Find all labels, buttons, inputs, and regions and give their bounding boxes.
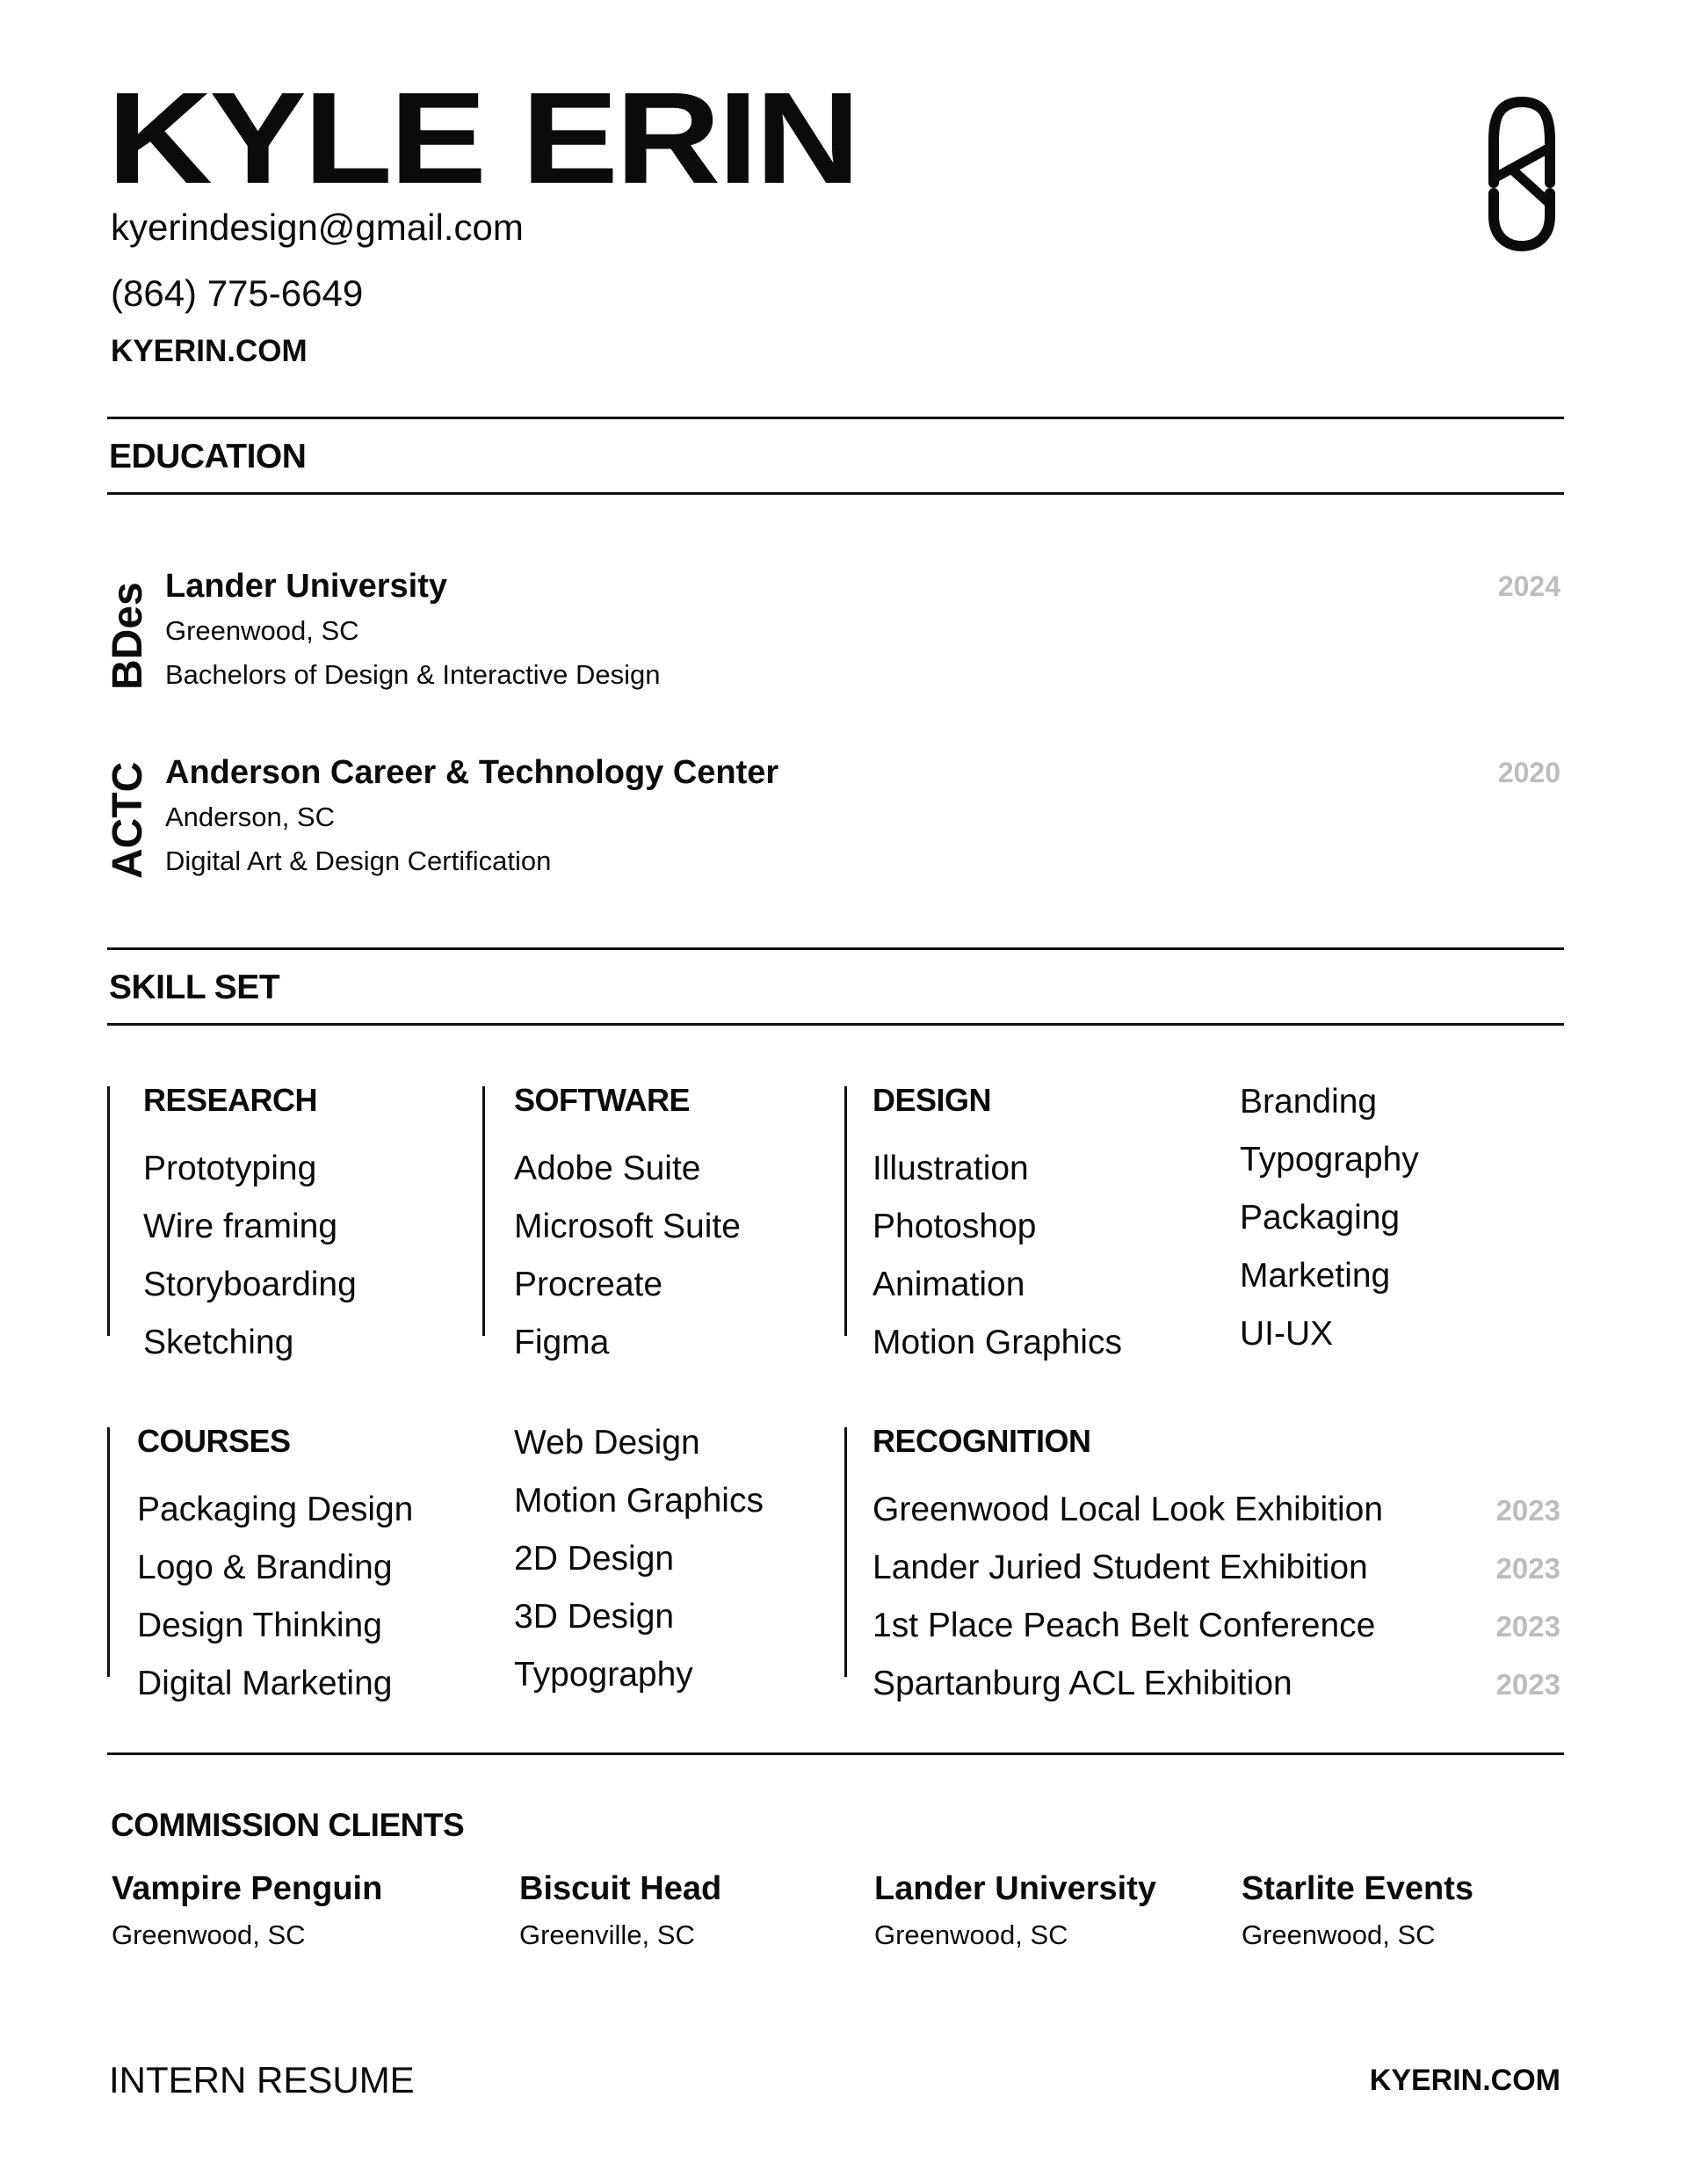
research-heading: RESEARCH [143, 1082, 318, 1118]
client-location: Greenville, SC [519, 1919, 695, 1950]
clients-heading: COMMISSION CLIENTS [111, 1807, 465, 1843]
client-name: Starlite Events [1242, 1870, 1473, 1907]
skill-item: Figma [514, 1324, 610, 1361]
course-item: Web Design [514, 1424, 700, 1462]
school-location: Greenwood, SC [165, 615, 359, 646]
skill-item: Wire framing [143, 1208, 338, 1245]
recognition-year: 2023 [1495, 1668, 1560, 1701]
skill-item: Prototyping [143, 1150, 317, 1187]
skill-item: Marketing [1240, 1257, 1391, 1295]
recognition-year: 2023 [1495, 1552, 1560, 1585]
skill-item: Packaging [1240, 1199, 1401, 1237]
school-program: Bachelors of Design & Interactive Design [165, 659, 661, 690]
software-heading: SOFTWARE [514, 1082, 690, 1118]
school-name: Lander University [165, 568, 447, 605]
skill-item: Illustration [872, 1150, 1029, 1187]
column-bar [844, 1427, 847, 1677]
education-heading: EDUCATION [109, 438, 307, 475]
skill-item: Sketching [143, 1324, 294, 1361]
skill-item: Motion Graphics [872, 1324, 1122, 1361]
divider [107, 417, 1564, 419]
recognition-item: Spartanburg ACL Exhibition [872, 1665, 1292, 1702]
course-item: Typography [514, 1656, 693, 1694]
skill-item: Branding [1240, 1083, 1378, 1121]
course-item: Design Thinking [137, 1607, 382, 1644]
course-item: Motion Graphics [514, 1482, 764, 1520]
divider [107, 492, 1564, 495]
client-name: Biscuit Head [519, 1870, 722, 1907]
skills-heading: SKILL SET [109, 969, 280, 1006]
client-name: Lander University [874, 1870, 1156, 1907]
skill-item: UI-UX [1240, 1315, 1334, 1353]
skill-item: Adobe Suite [514, 1150, 701, 1187]
skill-item: Procreate [514, 1266, 663, 1303]
degree-abbr: BDes [105, 582, 151, 690]
footer-website: KYERIN.COM [1369, 2064, 1560, 2097]
recognition-item: Lander Juried Student Exhibition [872, 1549, 1368, 1586]
design-heading: DESIGN [872, 1082, 992, 1118]
client-location: Greenwood, SC [112, 1919, 306, 1950]
divider [107, 1752, 1564, 1755]
skill-item: Photoshop [872, 1208, 1037, 1245]
course-item: 3D Design [514, 1598, 675, 1636]
email-text: kyerindesign@gmail.com [111, 207, 524, 248]
course-item: 2D Design [514, 1540, 675, 1578]
client-name: Vampire Penguin [112, 1870, 383, 1907]
school-name: Anderson Career & Technology Center [165, 754, 779, 791]
ky-monogram-icon [1485, 97, 1559, 251]
skill-item: Storyboarding [143, 1266, 357, 1303]
column-bar [107, 1086, 110, 1336]
resume-name: KYLE ERIN [107, 66, 858, 211]
footer-label: INTERN RESUME [109, 2059, 415, 2101]
client-location: Greenwood, SC [874, 1919, 1068, 1950]
recognition-heading: RECOGNITION [872, 1423, 1091, 1459]
course-item: Digital Marketing [137, 1665, 393, 1702]
course-item: Packaging Design [137, 1491, 414, 1528]
column-bar [482, 1086, 485, 1336]
courses-heading: COURSES [137, 1423, 291, 1459]
school-location: Anderson, SC [165, 802, 335, 832]
education-year: 2020 [1497, 757, 1560, 788]
column-bar [844, 1086, 847, 1336]
recognition-year: 2023 [1495, 1610, 1560, 1643]
client-location: Greenwood, SC [1242, 1919, 1436, 1950]
skill-item: Microsoft Suite [514, 1208, 741, 1245]
website-text: KYERIN.COM [111, 334, 308, 368]
education-year: 2024 [1497, 570, 1560, 602]
skill-item: Animation [872, 1266, 1025, 1303]
recognition-year: 2023 [1495, 1494, 1560, 1527]
divider [107, 947, 1564, 950]
school-program: Digital Art & Design Certification [165, 845, 552, 876]
phone-text: (864) 775-6649 [111, 272, 364, 314]
degree-abbr: ACTC [105, 761, 151, 879]
column-bar [107, 1427, 110, 1677]
course-item: Logo & Branding [137, 1549, 393, 1586]
recognition-item: 1st Place Peach Belt Conference [872, 1607, 1376, 1644]
divider [107, 1023, 1564, 1026]
recognition-item: Greenwood Local Look Exhibition [872, 1491, 1384, 1528]
skill-item: Typography [1240, 1141, 1419, 1179]
